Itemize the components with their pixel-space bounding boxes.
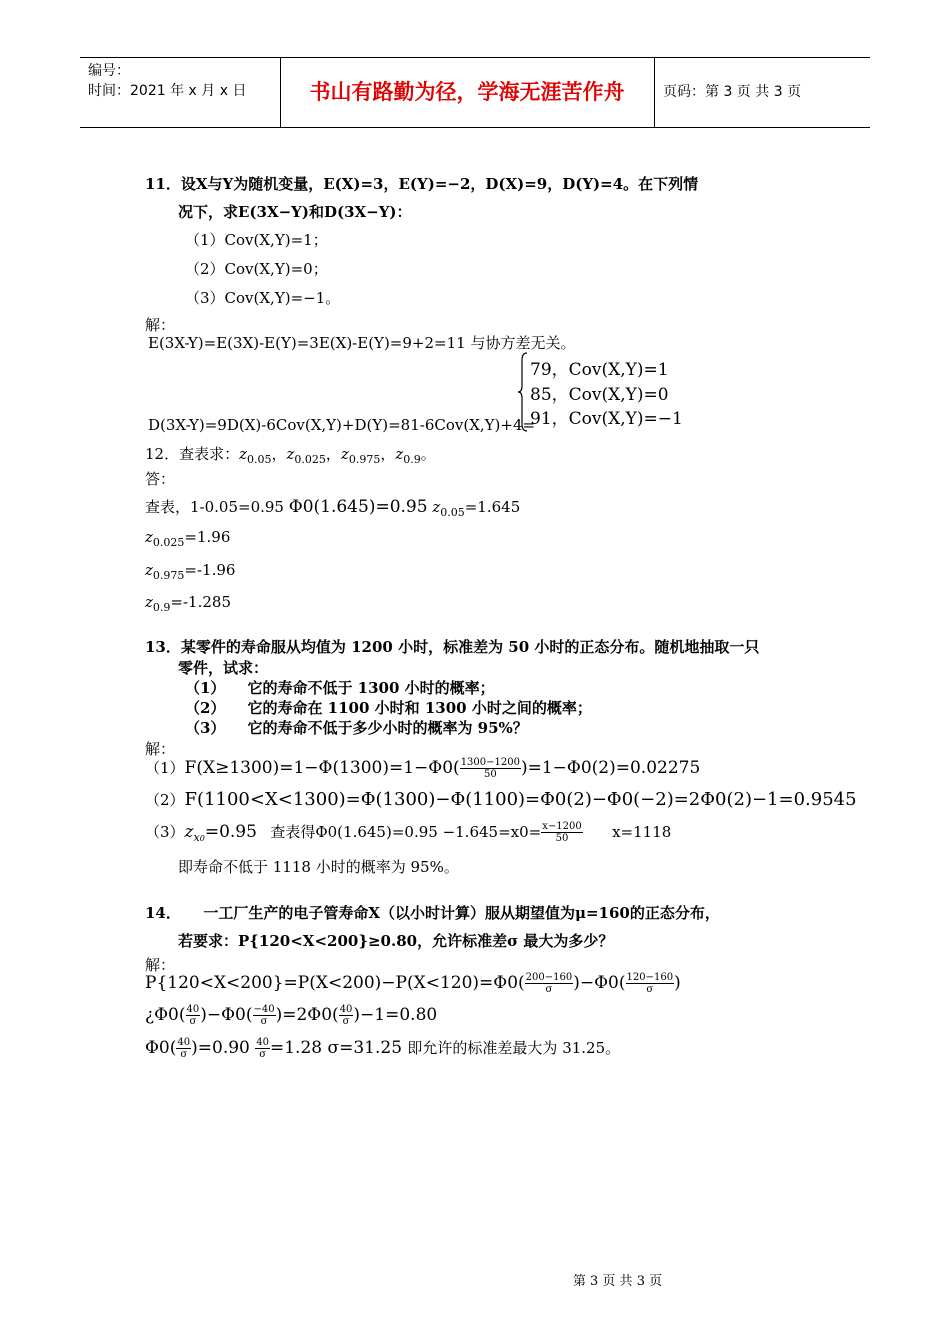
q14-l1-c: ) [674, 973, 681, 993]
q13-s3-b: =0.95 [204, 822, 257, 842]
q12-z-sub-3: 0.975 [348, 453, 381, 466]
page-footer [0, 1270, 950, 1289]
q13-item-3-text: 它的寿命不低于多少小时的概率为 95%？ [247, 719, 528, 737]
serial-label: 编号： [88, 63, 130, 79]
q14-l2-f3-den: σ [342, 1016, 350, 1027]
q13-solution-label: 解： [145, 740, 176, 758]
q13-item-1-text: 它的寿命不低于 1300 小时的概率； [247, 679, 495, 697]
q13-solution-2 [145, 789, 857, 810]
q14-l3-fraction-1 [176, 1037, 191, 1060]
q12-z-sub-1b: 0.05 [440, 506, 465, 519]
q14-solution-label: 解： [145, 956, 176, 974]
q12-z-sub-2b: 0.025 [152, 536, 185, 549]
q13-s3-c: 查表得Φ0(1.645)=0.95 −1.645=x0= [270, 823, 542, 841]
q13-conclusion: 即寿命不低于 1118 小时的概率为 95%。 [178, 858, 459, 876]
q12-phi-value: Φ0(1.645)=0.95 [288, 497, 428, 517]
q12-z-sub-3b: 0.975 [152, 569, 185, 582]
q12-answer-line2: $z_{0.025}=1.96$ [145, 528, 231, 549]
q13-item-2-text: 它的寿命在 1100 小时和 1300 小时之间的概率； [247, 699, 592, 717]
q14-l1-b: )−Φ0( [573, 973, 626, 993]
header-divider [654, 58, 655, 127]
q13-item-3-num: （3） [185, 719, 226, 737]
q13-s1-frac-num: 1300−1200 [460, 757, 520, 768]
q14-l3-f1-num: 40 [177, 1037, 191, 1048]
q14-solution-1 [145, 972, 681, 995]
q13-item-3 [185, 717, 528, 738]
q13-solution-3: $(3)z_{x0}=0.95$ 查表得Φ0(1.645)=0.95 −1.645=x0= $\frac{x-1200}{50}$ x=1118 [145, 821, 672, 844]
footer-page-number: 第 3 页 共 3 页 [572, 1274, 663, 1289]
q14-l2-fraction-2 [253, 1004, 276, 1027]
q14-l2-f1-num: 40 [186, 1004, 200, 1015]
q12-prompt: 12．查表求： [145, 445, 240, 463]
q14-l2-f3-num: 40 [339, 1004, 353, 1015]
q12-answer-line3: $z_{0.975}=-1.96$ [145, 561, 236, 582]
q13-s3-z: z [184, 822, 194, 842]
header-meta [88, 61, 278, 127]
q12-z-sub-4b: 0.9 [152, 601, 171, 614]
q14-l2-d: )−1=0.80 [353, 1005, 438, 1025]
q12-z-sub-2: 0.025 [294, 453, 326, 466]
q12-result-3: =-1.96 [184, 561, 236, 579]
q11-solution-e: E(3X-Y)=E(3X)-E(Y)=3E(X)-E(Y)=9+2=11 与协方差无关。 [148, 334, 576, 352]
q14-l3-f1-den: σ [180, 1049, 188, 1060]
q14-l2-fraction-3 [339, 1004, 354, 1027]
q13-solution-1 [145, 757, 700, 780]
q12-z-sub-1: 0.05 [247, 453, 272, 466]
time-label: 时间：2021 年 x 月 x 日 [88, 83, 247, 99]
q14-l1-f2-den: σ [646, 984, 654, 995]
q14-l3-b: )=0.90 [191, 1038, 250, 1058]
q13-s1-num: （1） [145, 759, 185, 777]
q11-solution-d: D(3X-Y)=9D(X)-6Cov(X,Y)+D(Y)=81-6Cov(X,Y)+4= [148, 416, 536, 434]
q13-s1-frac-den: 50 [483, 769, 497, 780]
q14-conclusion: 即允许的标准差最大为 31.25。 [407, 1039, 621, 1057]
q12-answer-line1: 查表，1-0.05=0.95 Φ0(1.645)=0.95 $z_{0.05}=1.645$ [145, 497, 521, 519]
q12-result-2: =1.96 [184, 528, 231, 546]
q13-s1-a: F(X≥1300)=1−Φ(1300)=1−Φ0( [184, 758, 460, 778]
q14-l1-a: P{120<X<200}=P(X<200)−P(X<120)=Φ0( [145, 973, 525, 993]
q12-z-sub-4: 0.9 [403, 453, 421, 466]
q13-s3-frac-den: 50 [555, 833, 569, 844]
q11-piece-3: 91，Cov(X,Y)=−1 [530, 409, 683, 429]
q11-line1: 11．设X与Y为随机变量，E(X)=3，E(Y)=−2，D(X)=9，D(Y)=4。在下列情 [145, 175, 699, 193]
q11-case-2: （2）Cov(X,Y)=0； [185, 260, 328, 278]
q12-lookup-text: 查表，1-0.05=0.95 [145, 498, 284, 516]
q14-l2-f2-den: σ [260, 1016, 268, 1027]
q13-s1-b: )=1−Φ0(2)=0.02275 [520, 758, 701, 778]
q14-l3-a: Φ0( [145, 1038, 177, 1058]
q14-l3-f2-num: 40 [256, 1037, 269, 1048]
q14-l1-f2-num: 120−160 [626, 972, 674, 983]
q13-s2-text: F(1100<X<1300)=Φ(1300)−Φ(1100)=Φ0(2)−Φ0(−2)=2Φ0(2)−1=0.9545 [184, 789, 857, 810]
q14-solution-2 [145, 1004, 437, 1027]
q13-item-1-num: （1） [185, 679, 226, 697]
q13-item-1 [185, 677, 495, 698]
q13-s1-fraction [460, 757, 521, 780]
q12-answer-line4: $z_{0.9}=-1.285$ [145, 593, 231, 614]
q14-l2-fraction-1 [186, 1004, 201, 1027]
q11-case-3: （3）Cov(X,Y)=−1。 [185, 289, 341, 307]
q13-s2-num: （2） [145, 791, 185, 809]
q14-l1-f1-num: 200−160 [525, 972, 573, 983]
q14-l2-f1-den: σ [189, 1016, 197, 1027]
q13-line1: 13．某零件的寿命服从均值为 1200 小时，标准差为 50 小时的正态分布。随机地抽取一只 [145, 638, 760, 656]
q14-l2-f2-num: −40 [253, 1004, 275, 1015]
q14-l1-fraction-1 [525, 972, 574, 995]
q14-l1-fraction-2 [626, 972, 675, 995]
motto: 书山有路勤为径，学海无涯苦作舟 [309, 80, 625, 104]
q14-l1-f1-den: σ [545, 984, 553, 995]
q13-line2: 零件，试求： [178, 659, 269, 677]
q11-case-1: （1）Cov(X,Y)=1； [185, 231, 328, 249]
q12-answer-label: 答： [145, 470, 176, 488]
q13-s3-fraction [541, 821, 582, 844]
q14-l3-c: =1.28 σ=31.25 [270, 1038, 403, 1058]
q13-s3-result: x=1118 [612, 823, 672, 841]
q14-solution-3 [145, 1037, 620, 1060]
q14-line2: 若要求：P{120<X<200}≥0.80，允许标准差σ 最大为多少？ [178, 932, 614, 950]
q11-solution-label: 解： [145, 316, 176, 334]
q14-l2-b: )−Φ0( [200, 1005, 253, 1025]
q14-l2-a: ¿Φ0( [145, 1005, 186, 1025]
header-table [80, 57, 870, 128]
q11-piece-1: 79，Cov(X,Y)=1 [530, 360, 669, 380]
q11-line2: 况下，求E(3X−Y)和D(3X−Y)： [178, 203, 412, 221]
q14-l2-c: )=2Φ0( [275, 1005, 339, 1025]
q12-line1: 12．查表求：$z_{0.05}$，$z_{0.025}$，$z_{0.975}$，$z_{0.9}$。 [145, 445, 436, 466]
page-code: 页码：第 3 页 共 3 页 [663, 84, 802, 100]
q14-l3-f2-den: σ [259, 1049, 267, 1060]
q13-s3-num: （3） [145, 823, 185, 841]
q13-item-2 [185, 697, 592, 718]
q11-piece-2: 85，Cov(X,Y)=0 [530, 385, 669, 405]
q12-result-1: =1.645 [464, 498, 521, 516]
q13-item-2-num: （2） [185, 699, 226, 717]
q12-result-4: =-1.285 [170, 593, 231, 611]
q13-s3-frac-num: x−1200 [542, 821, 582, 832]
q14-line1: 14． 一工厂生产的电子管寿命X（以小时计算）服从期望值为μ=160的正态分布， [145, 904, 720, 922]
q14-l3-fraction-2 [255, 1037, 270, 1060]
